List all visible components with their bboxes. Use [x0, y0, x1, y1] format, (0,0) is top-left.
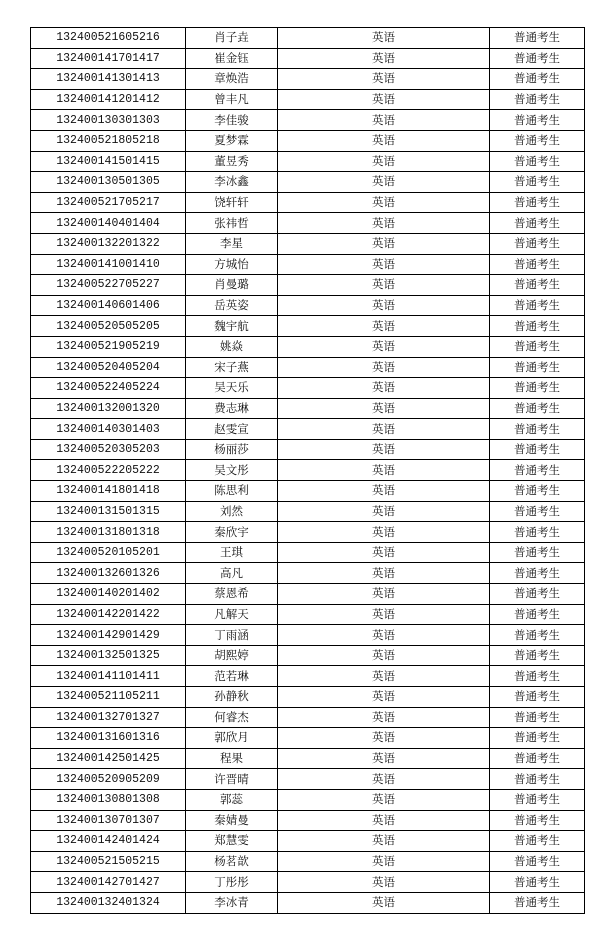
exam-number-cell: 132400521605216 — [31, 28, 186, 49]
candidate-name-cell: 吴天乐 — [186, 378, 278, 399]
table-row — [31, 645, 585, 666]
candidate-type-cell: 普通考生 — [490, 110, 585, 131]
exam-number-cell: 132400130501305 — [31, 172, 186, 193]
table-row — [31, 213, 585, 234]
candidate-type-cell: 普通考生 — [490, 336, 585, 357]
exam-number-cell: 132400142501425 — [31, 748, 186, 769]
candidate-name-cell: 章焕浩 — [186, 69, 278, 90]
subject-cell: 英语 — [278, 378, 490, 399]
candidate-name-cell: 方城怡 — [186, 254, 278, 275]
table-row — [31, 151, 585, 172]
candidate-name-cell: 肖子垚 — [186, 28, 278, 49]
exam-number-cell: 132400521905219 — [31, 336, 186, 357]
table-row — [31, 625, 585, 646]
exam-number-cell: 132400522705227 — [31, 275, 186, 296]
subject-cell: 英语 — [278, 522, 490, 543]
table-row — [31, 295, 585, 316]
candidate-type-cell: 普通考生 — [490, 769, 585, 790]
candidate-type-cell: 普通考生 — [490, 439, 585, 460]
candidate-type-cell: 普通考生 — [490, 192, 585, 213]
candidate-type-cell: 普通考生 — [490, 789, 585, 810]
table-row — [31, 275, 585, 296]
exam-number-cell: 132400521105211 — [31, 687, 186, 708]
candidate-type-cell: 普通考生 — [490, 130, 585, 151]
exam-number-cell: 132400520305203 — [31, 439, 186, 460]
subject-cell: 英语 — [278, 584, 490, 605]
table-row — [31, 666, 585, 687]
candidate-name-cell: 秦欣宇 — [186, 522, 278, 543]
table-row — [31, 130, 585, 151]
table-row — [31, 584, 585, 605]
subject-cell: 英语 — [278, 645, 490, 666]
table-row — [31, 789, 585, 810]
candidate-name-cell: 高凡 — [186, 563, 278, 584]
candidate-name-cell: 凡解天 — [186, 604, 278, 625]
candidate-name-cell: 丁彤彤 — [186, 872, 278, 893]
subject-cell: 英语 — [278, 748, 490, 769]
candidate-name-cell: 王琪 — [186, 542, 278, 563]
table-row — [31, 481, 585, 502]
exam-number-cell: 132400131501315 — [31, 501, 186, 522]
table-row — [31, 254, 585, 275]
subject-cell: 英语 — [278, 687, 490, 708]
table-row — [31, 69, 585, 90]
subject-cell: 英语 — [278, 295, 490, 316]
subject-cell: 英语 — [278, 810, 490, 831]
candidate-name-cell: 董昱秀 — [186, 151, 278, 172]
candidate-name-cell: 郑慧雯 — [186, 831, 278, 852]
subject-cell: 英语 — [278, 275, 490, 296]
subject-cell: 英语 — [278, 28, 490, 49]
table-row — [31, 810, 585, 831]
candidate-type-cell: 普通考生 — [490, 666, 585, 687]
exam-number-cell: 132400522205222 — [31, 460, 186, 481]
candidate-type-cell: 普通考生 — [490, 28, 585, 49]
candidate-type-cell: 普通考生 — [490, 89, 585, 110]
candidate-name-cell: 何睿杰 — [186, 707, 278, 728]
subject-cell: 英语 — [278, 789, 490, 810]
candidate-name-cell: 魏宇航 — [186, 316, 278, 337]
table-row — [31, 316, 585, 337]
candidate-name-cell: 李冰青 — [186, 892, 278, 913]
subject-cell: 英语 — [278, 130, 490, 151]
candidate-type-cell: 普通考生 — [490, 604, 585, 625]
subject-cell: 英语 — [278, 707, 490, 728]
exam-number-cell: 132400141801418 — [31, 481, 186, 502]
subject-cell: 英语 — [278, 666, 490, 687]
candidate-name-cell: 秦婧曼 — [186, 810, 278, 831]
exam-number-cell: 132400132601326 — [31, 563, 186, 584]
candidate-name-cell: 丁雨涵 — [186, 625, 278, 646]
exam-number-cell: 132400132501325 — [31, 645, 186, 666]
candidate-type-cell: 普通考生 — [490, 645, 585, 666]
table-row — [31, 563, 585, 584]
table-row — [31, 707, 585, 728]
table-row — [31, 192, 585, 213]
table-row — [31, 398, 585, 419]
table-row — [31, 604, 585, 625]
candidate-type-cell: 普通考生 — [490, 172, 585, 193]
candidate-type-cell: 普通考生 — [490, 501, 585, 522]
candidate-type-cell: 普通考生 — [490, 892, 585, 913]
candidate-name-cell: 陈思利 — [186, 481, 278, 502]
candidate-type-cell: 普通考生 — [490, 687, 585, 708]
candidate-name-cell: 崔金钰 — [186, 48, 278, 69]
exam-number-cell: 132400141001410 — [31, 254, 186, 275]
candidate-type-cell: 普通考生 — [490, 481, 585, 502]
candidate-name-cell: 费志琳 — [186, 398, 278, 419]
subject-cell: 英语 — [278, 604, 490, 625]
candidate-name-cell: 李佳骏 — [186, 110, 278, 131]
candidate-type-cell: 普通考生 — [490, 522, 585, 543]
table-row — [31, 419, 585, 440]
subject-cell: 英语 — [278, 769, 490, 790]
candidate-type-cell: 普通考生 — [490, 419, 585, 440]
subject-cell: 英语 — [278, 110, 490, 131]
candidate-name-cell: 郭蕊 — [186, 789, 278, 810]
exam-number-cell: 132400142901429 — [31, 625, 186, 646]
candidate-name-cell: 赵雯宣 — [186, 419, 278, 440]
candidate-type-cell: 普通考生 — [490, 254, 585, 275]
candidate-name-cell: 范若琳 — [186, 666, 278, 687]
candidate-type-cell: 普通考生 — [490, 625, 585, 646]
candidate-type-cell: 普通考生 — [490, 748, 585, 769]
candidate-name-cell: 李星 — [186, 233, 278, 254]
candidate-type-cell: 普通考生 — [490, 316, 585, 337]
candidate-name-cell: 吴文彤 — [186, 460, 278, 481]
subject-cell: 英语 — [278, 213, 490, 234]
subject-cell: 英语 — [278, 501, 490, 522]
candidate-name-cell: 曾丰凡 — [186, 89, 278, 110]
subject-cell: 英语 — [278, 357, 490, 378]
candidate-type-cell: 普通考生 — [490, 460, 585, 481]
exam-number-cell: 132400132401324 — [31, 892, 186, 913]
candidate-type-cell: 普通考生 — [490, 357, 585, 378]
subject-cell: 英语 — [278, 872, 490, 893]
exam-number-cell: 132400141101411 — [31, 666, 186, 687]
subject-cell: 英语 — [278, 89, 490, 110]
subject-cell: 英语 — [278, 892, 490, 913]
exam-number-cell: 132400132201322 — [31, 233, 186, 254]
exam-number-cell: 132400132001320 — [31, 398, 186, 419]
candidate-type-cell: 普通考生 — [490, 69, 585, 90]
exam-number-cell: 132400140201402 — [31, 584, 186, 605]
table-row — [31, 892, 585, 913]
table-row — [31, 89, 585, 110]
candidate-table — [30, 27, 585, 914]
table-row — [31, 357, 585, 378]
candidate-name-cell: 肖曼璐 — [186, 275, 278, 296]
candidate-name-cell: 岳英姿 — [186, 295, 278, 316]
table-row — [31, 728, 585, 749]
candidate-name-cell: 程果 — [186, 748, 278, 769]
candidate-name-cell: 宋子燕 — [186, 357, 278, 378]
exam-number-cell: 132400521505215 — [31, 851, 186, 872]
table-row — [31, 439, 585, 460]
candidate-name-cell: 杨茗歆 — [186, 851, 278, 872]
subject-cell: 英语 — [278, 48, 490, 69]
exam-number-cell: 132400132701327 — [31, 707, 186, 728]
candidate-name-cell: 郭欣月 — [186, 728, 278, 749]
table-row — [31, 542, 585, 563]
table-row — [31, 378, 585, 399]
exam-number-cell: 132400522405224 — [31, 378, 186, 399]
exam-number-cell: 132400140401404 — [31, 213, 186, 234]
table-row — [31, 872, 585, 893]
exam-number-cell: 132400141701417 — [31, 48, 186, 69]
exam-number-cell: 132400521705217 — [31, 192, 186, 213]
candidate-name-cell: 胡熙婷 — [186, 645, 278, 666]
candidate-name-cell: 夏梦霖 — [186, 130, 278, 151]
subject-cell: 英语 — [278, 419, 490, 440]
exam-number-cell: 132400142401424 — [31, 831, 186, 852]
table-row — [31, 172, 585, 193]
exam-number-cell: 132400520105201 — [31, 542, 186, 563]
table-row — [31, 748, 585, 769]
subject-cell: 英语 — [278, 316, 490, 337]
candidate-type-cell: 普通考生 — [490, 233, 585, 254]
candidate-name-cell: 张祎哲 — [186, 213, 278, 234]
candidate-type-cell: 普通考生 — [490, 810, 585, 831]
exam-number-cell: 132400140601406 — [31, 295, 186, 316]
table-row — [31, 501, 585, 522]
subject-cell: 英语 — [278, 831, 490, 852]
exam-number-cell: 132400520905209 — [31, 769, 186, 790]
exam-number-cell: 132400140301403 — [31, 419, 186, 440]
subject-cell: 英语 — [278, 728, 490, 749]
subject-cell: 英语 — [278, 233, 490, 254]
exam-number-cell: 132400520505205 — [31, 316, 186, 337]
table-row — [31, 110, 585, 131]
candidate-type-cell: 普通考生 — [490, 398, 585, 419]
subject-cell: 英语 — [278, 254, 490, 275]
subject-cell: 英语 — [278, 460, 490, 481]
table-row — [31, 336, 585, 357]
candidate-type-cell: 普通考生 — [490, 831, 585, 852]
exam-number-cell: 132400520405204 — [31, 357, 186, 378]
exam-number-cell: 132400142701427 — [31, 872, 186, 893]
subject-cell: 英语 — [278, 625, 490, 646]
exam-number-cell: 132400142201422 — [31, 604, 186, 625]
candidate-type-cell: 普通考生 — [490, 872, 585, 893]
table-row — [31, 851, 585, 872]
subject-cell: 英语 — [278, 172, 490, 193]
candidate-sheet — [30, 27, 583, 914]
exam-number-cell: 132400130701307 — [31, 810, 186, 831]
subject-cell: 英语 — [278, 439, 490, 460]
table-row — [31, 831, 585, 852]
table-row — [31, 48, 585, 69]
exam-number-cell: 132400141201412 — [31, 89, 186, 110]
exam-number-cell: 132400131801318 — [31, 522, 186, 543]
candidate-type-cell: 普通考生 — [490, 584, 585, 605]
candidate-name-cell: 杨丽莎 — [186, 439, 278, 460]
candidate-type-cell: 普通考生 — [490, 851, 585, 872]
candidate-name-cell: 刘然 — [186, 501, 278, 522]
candidate-table-body — [31, 28, 585, 914]
table-row — [31, 522, 585, 543]
table-row — [31, 687, 585, 708]
candidate-type-cell: 普通考生 — [490, 295, 585, 316]
exam-number-cell: 132400141501415 — [31, 151, 186, 172]
exam-number-cell: 132400131601316 — [31, 728, 186, 749]
exam-number-cell: 132400521805218 — [31, 130, 186, 151]
candidate-name-cell: 姚焱 — [186, 336, 278, 357]
candidate-type-cell: 普通考生 — [490, 542, 585, 563]
subject-cell: 英语 — [278, 69, 490, 90]
candidate-type-cell: 普通考生 — [490, 728, 585, 749]
subject-cell: 英语 — [278, 563, 490, 584]
subject-cell: 英语 — [278, 542, 490, 563]
table-row — [31, 233, 585, 254]
candidate-type-cell: 普通考生 — [490, 378, 585, 399]
subject-cell: 英语 — [278, 151, 490, 172]
exam-number-cell: 132400130301303 — [31, 110, 186, 131]
candidate-type-cell: 普通考生 — [490, 48, 585, 69]
candidate-type-cell: 普通考生 — [490, 151, 585, 172]
exam-number-cell: 132400130801308 — [31, 789, 186, 810]
table-row — [31, 769, 585, 790]
subject-cell: 英语 — [278, 336, 490, 357]
subject-cell: 英语 — [278, 851, 490, 872]
subject-cell: 英语 — [278, 481, 490, 502]
table-row — [31, 460, 585, 481]
candidate-name-cell: 许晋晴 — [186, 769, 278, 790]
candidate-type-cell: 普通考生 — [490, 213, 585, 234]
candidate-name-cell: 孙静秋 — [186, 687, 278, 708]
candidate-type-cell: 普通考生 — [490, 275, 585, 296]
subject-cell: 英语 — [278, 192, 490, 213]
table-row — [31, 28, 585, 49]
candidate-name-cell: 饶轩轩 — [186, 192, 278, 213]
exam-number-cell: 132400141301413 — [31, 69, 186, 90]
candidate-type-cell: 普通考生 — [490, 563, 585, 584]
candidate-name-cell: 蔡恩希 — [186, 584, 278, 605]
subject-cell: 英语 — [278, 398, 490, 419]
candidate-name-cell: 李冰鑫 — [186, 172, 278, 193]
candidate-type-cell: 普通考生 — [490, 707, 585, 728]
